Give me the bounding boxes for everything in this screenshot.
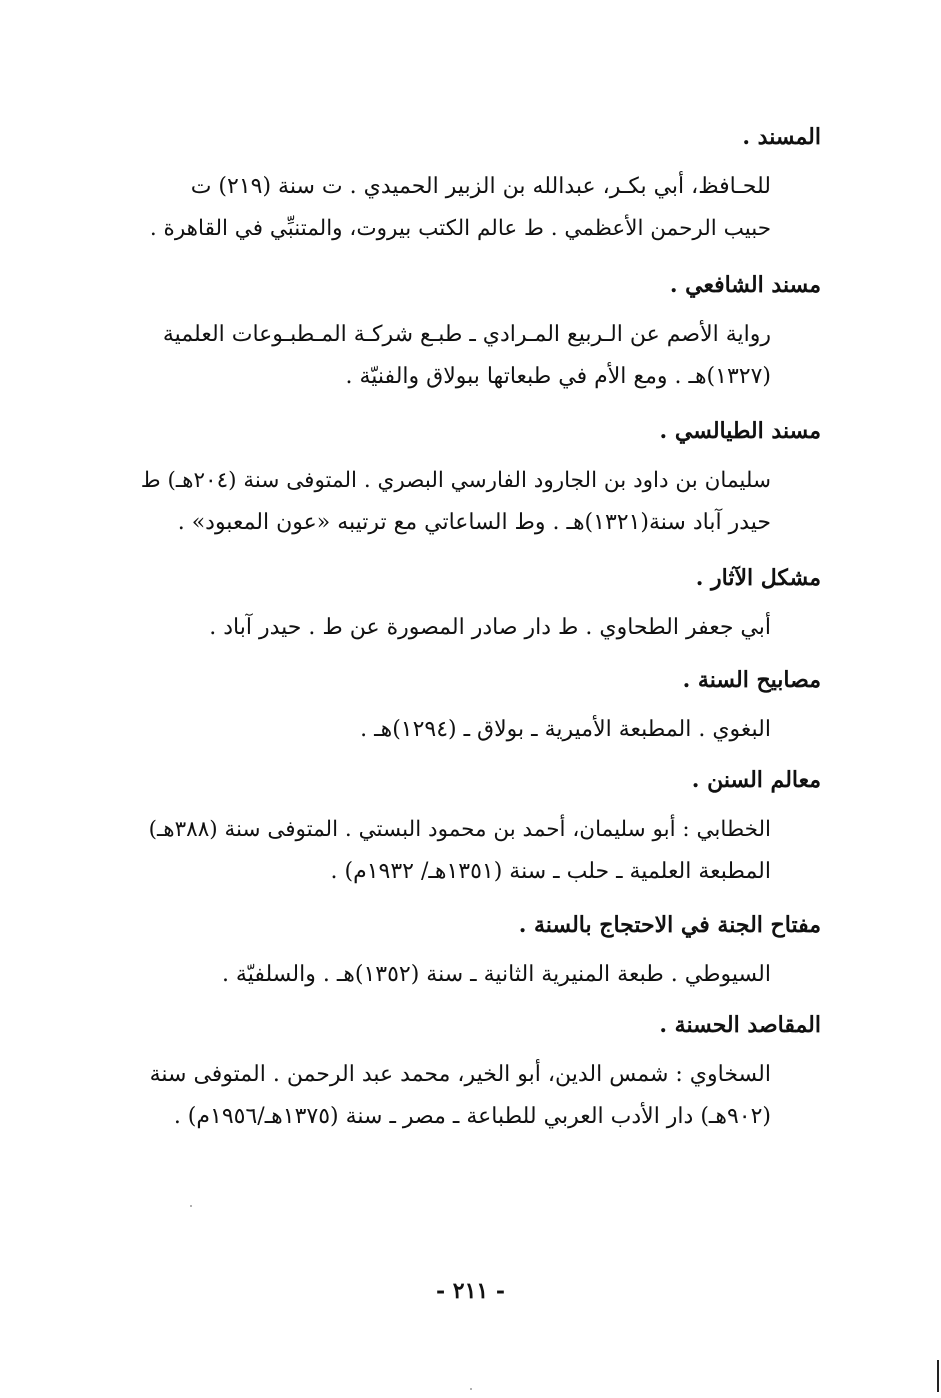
entry-line: حبيب الرحمن الأعظمي . ط عالم الكتب بيروت، والمتنبِّي في القاهرة .: [149, 216, 771, 241]
entry-title: المسند .: [742, 124, 821, 150]
entry-maqasid-hasanah: [140, 1008, 821, 1138]
entry-line: سليمان بن داود بن الجارود الفارسي البصري . المتوفى سنة (٢٠٤هـ) ط: [140, 468, 771, 493]
entry-body: [140, 954, 771, 996]
scan-edge-mark: [937, 1360, 939, 1392]
entry-title: مشكل الآثار .: [695, 565, 821, 591]
entry-body: [140, 460, 771, 544]
entry-title: مصابيح السنة .: [682, 667, 821, 693]
entry-body: [140, 709, 771, 751]
entry-musnad-tayalisi: [140, 414, 821, 544]
scan-speck: [470, 1388, 472, 1390]
entry-line: المطبعة العلمية ـ حلب ـ سنة (١٣٥١هـ/ ١٩٣٢م) .: [330, 859, 771, 884]
entry-line: الخطابي : أبو سليمان، أحمد بن محمود البستي . المتوفى سنة (٣٨٨هـ): [148, 817, 771, 842]
entry-title: المقاصد الحسنة .: [659, 1012, 821, 1038]
entry-body: [140, 1054, 771, 1138]
entry-musnad-shafii: [140, 268, 821, 398]
scan-speck: [190, 1205, 192, 1207]
entry-line: (١٣٢٧)هـ . ومع الأم في طبعاتها ببولاق والفنيّة .: [345, 364, 771, 389]
entry-body: [140, 166, 771, 250]
entry-title: مسند الطيالسي .: [659, 418, 821, 444]
entry-body: [140, 809, 771, 893]
entry-miftah-jannah: [140, 908, 821, 996]
entry-line: (٩٠٢هـ) دار الأدب العربي للطباعة ـ مصر ـ سنة (١٣٧٥هـ/١٩٥٦م) .: [173, 1104, 771, 1129]
entry-title: مفتاح الجنة في الاحتجاج بالسنة .: [518, 912, 821, 938]
entry-line: السيوطي . طبعة المنيرية الثانية ـ سنة (١٣٥٢)هـ . والسلفيّة .: [221, 962, 771, 987]
entry-line: السخاوي : شمس الدين، أبو الخير، محمد عبد الرحمن . المتوفى سنة: [149, 1062, 771, 1087]
entry-line: أبي جعفر الطحاوي . ط دار صادر المصورة عن ط . حيدر آباد .: [209, 615, 771, 640]
entry-mushkil-athar: [140, 561, 821, 649]
entry-line: رواية الأصم عن الـربيع المـرادي ـ طبـع شركـة المـطبـوعات العلمية: [162, 322, 771, 347]
entry-body: [140, 314, 771, 398]
entry-line: للحـافظ، أبي بكـر، عبدالله بن الزبير الحميدي . ت سنة (٢١٩) ت: [190, 174, 771, 199]
entry-body: [140, 607, 771, 649]
entry-line: حيدر آباد سنة(١٣٢١)هـ . وط الساعاتي مع ترتيبه «عون المعبود» .: [177, 510, 771, 535]
page-number: - ٢١١ -: [435, 1278, 506, 1304]
entry-masabih-sunnah: [140, 663, 821, 751]
entry-title: معالم السنن .: [691, 767, 821, 793]
entry-line: البغوي . المطبعة الأميرية ـ بولاق ـ (١٢٩٤)هـ .: [360, 717, 771, 742]
entry-title: مسند الشافعي .: [669, 272, 821, 298]
entry-musnad: [140, 120, 821, 250]
entry-maalim-sunan: [140, 763, 821, 893]
